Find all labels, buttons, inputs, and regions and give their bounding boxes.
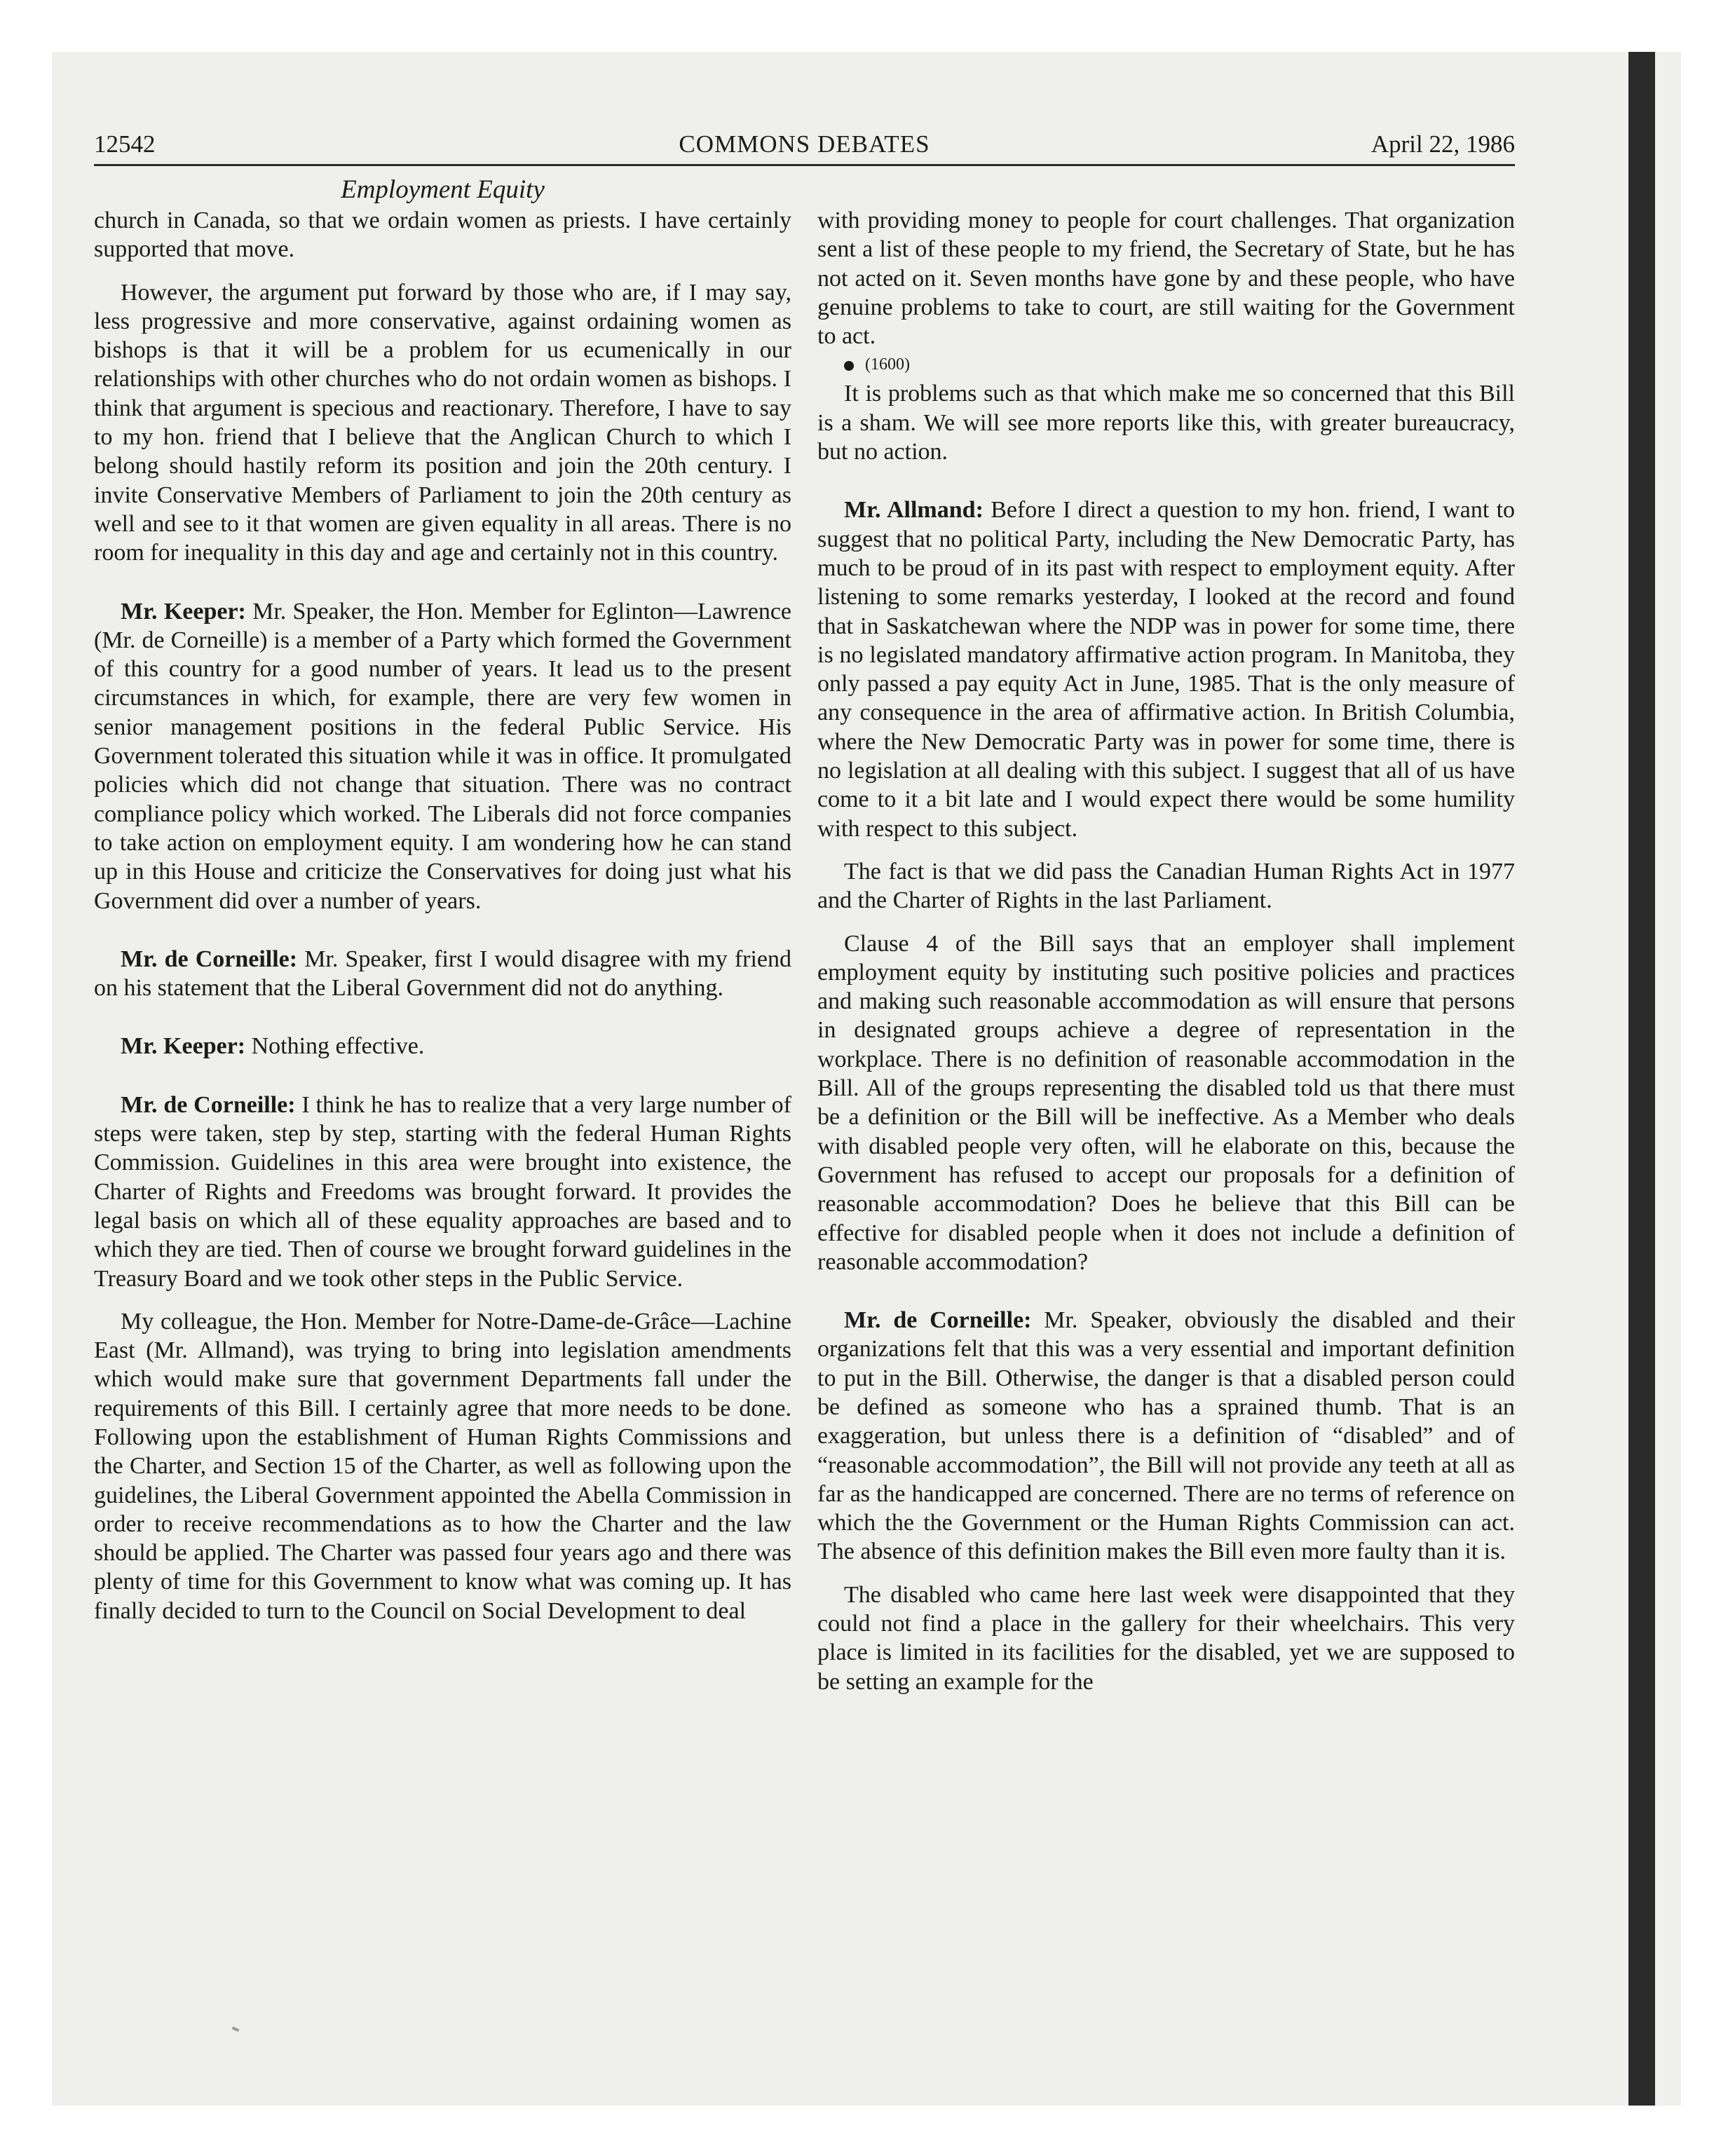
section-title: Employment Equity xyxy=(341,175,545,204)
paragraph: with providing money to people for court challenges. That organization sent a list of these people to my friend, the Secretary of State, but he has not acted on it. Seven months have gone by and these people, who have genuine problems to take to court, are still waiting for the Government to act. xyxy=(817,207,1515,350)
speech-paragraph: Mr. Allmand: Before I direct a question to my hon. friend, I want to suggest that no political Party, including the New Democratic Party, has much to be proud of in its past with respect to employment equity. After listening to some remarks yesterday, I looked at the record and found that in Saskatchewan where the NDP was in power for some time, there is no legislated mandatory affirmative action program. In Manitoba, they only passed a pay equity Act in June, 1985. That is the only measure of any consequence in the area of affirmative action. In British Columbia, where the New Democratic Party was in power for some time, there is no legislation at all dealing with this subject. I suggest that all of us have come to it a bit late and I would expect there would be some humility with respect to this subject. xyxy=(817,497,1516,842)
paragraph: Clause 4 of the Bill says that an employer shall implement employment equity by instituting such positive policies and practices and making such reasonable accommodation as will ensure that persons in designated groups achieve a degree of representation in the workplace. There is no definition of reasonable accommodation in the Bill. All of the groups representing the disabled told us that there must be a definition or the Bill will be ineffective. As a Member who deals with disabled people very often, will he elaborate on this, because the Government has refused to accept our proposals for a definition of reasonable accommodation? Does he believe that this Bill can be effective for disabled people when it does not include a definition of reasonable accommodation? xyxy=(817,930,1515,1275)
bullet-icon xyxy=(844,361,854,371)
publication-title: COMMONS DEBATES xyxy=(679,130,930,158)
speech-paragraph: Mr. de Corneille: I think he has to realize that a very large number of steps were taken, step by step, starting with the federal Human Rights Commission. Guidelines in this area were brought into existence, the Charter of Rights and Freedoms was brought forward. It provides the legal basis on which all of these equality approaches are based and to which they are tied. Then of course we brought forward guidelines in the Treasury Board and we took other steps in the Public Service. xyxy=(94,1091,791,1292)
paragraph: My colleague, the Hon. Member for Notre-Dame-de-Grâce—Lachine East (Mr. Allmand), was trying to bring into legislation amendments which would make sure that government Departments fall under the requirements of this Bill. I certainly agree that more needs to be done. Following upon the establishment of Human Rights Commissions and the Charter, and Section 15 of the Charter, as well as following upon the guidelines, the Liberal Government appointed the Abella Commission in order to receive recommendations as to how the Charter and the law should be applied. The Charter was passed four years ago and there was plenty of time for this Government to know what was coming up. It has finally decided to turn to the Council on Social Development to deal xyxy=(94,1308,791,1624)
paragraph: However, the argument put forward by those who are, if I may say, less progressive and more conservative, against ordaining women as bishops is that it will be a problem for us ecumenically in our relationships with other churches who do not ordain women as bishops. I think that argument is specious and reactionary. Therefore, I have to say to my hon. friend that I believe that the Anglican Church to which I belong should hastily reform its position and join the 20th century. I invite Conservative Members of Parliament to join the 20th century as well and see to it that women are given equality in all areas. There is no room for inequality in this day and age and certainly not in this country. xyxy=(94,279,791,566)
right-column xyxy=(817,206,1515,1696)
speaker-name: Mr. de Corneille: xyxy=(121,946,298,972)
speaker-name: Mr. de Corneille: xyxy=(121,1091,296,1118)
running-header xyxy=(94,125,1515,166)
page-date: April 22, 1986 xyxy=(1370,130,1515,158)
speaker-name: Mr. de Corneille: xyxy=(844,1307,1032,1334)
paragraph: The fact is that we did pass the Canadian Human Rights Act in 1977 and the Charter of Rights in the last Parliament. xyxy=(817,858,1515,914)
speech-paragraph: Mr. Keeper: Mr. Speaker, the Hon. Member for Eglinton—Lawrence (Mr. de Corneille) is a member of a Party which formed the Government of this country for a good number of years. It lead us to the present circumstances in which, for example, there are very few women in senior management positions in the federal Public Service. His Government tolerated this situation while it was in office. It promulgated policies which did not change that situation. There was no contract compliance policy which worked. The Liberals did not force companies to take action on employment equity. I am wondering how he can stand up in this House and criticize the Conservatives for doing just what his Government did over a number of years. xyxy=(94,598,792,914)
paragraph: church in Canada, so that we ordain women as priests. I have certainly supported that move. xyxy=(94,207,791,263)
binding-edge xyxy=(1628,52,1655,2106)
page-number: 12542 xyxy=(94,130,156,158)
speech-paragraph: Mr. de Corneille: Mr. Speaker, obviously the disabled and their organizations felt that this was a very essential and important definition to put in the Bill. Otherwise, the danger is that a disabled person could be defined as someone who has a sprained thumb. That is an exaggeration, but unless there is a definition of “disabled” and of “reasonable accommodation”, the Bill will not provide any teeth at all as far as the handicapped are concerned. There are no terms of reference on which the the Government or the Human Rights Commission can act. The absence of this definition makes the Bill even more faulty than it is. xyxy=(817,1307,1515,1565)
paragraph: It is problems such as that which make me so concerned that this Bill is a sham. We will see more reports like this, with greater bureaucracy, but no action. xyxy=(817,381,1515,465)
speaker-name: Mr. Keeper: xyxy=(121,1033,246,1060)
speaker-name: Mr. Keeper: xyxy=(121,598,246,625)
speaker-name: Mr. Allmand: xyxy=(844,497,984,524)
speech-paragraph: Mr. de Corneille: Mr. Speaker, first I would disagree with my friend on his statement that the Liberal Government did not do anything. xyxy=(94,946,792,1002)
left-column xyxy=(94,206,791,1625)
speech-paragraph: Mr. Keeper: Nothing effective. xyxy=(121,1033,425,1060)
paragraph: The disabled who came here last week were disappointed that they could not find a place in the gallery for their wheelchairs. This very place is limited in its facilities for the disabled, yet we are supposed to be setting an example for the xyxy=(817,1581,1515,1695)
time-marker: (1600) xyxy=(817,350,1515,379)
